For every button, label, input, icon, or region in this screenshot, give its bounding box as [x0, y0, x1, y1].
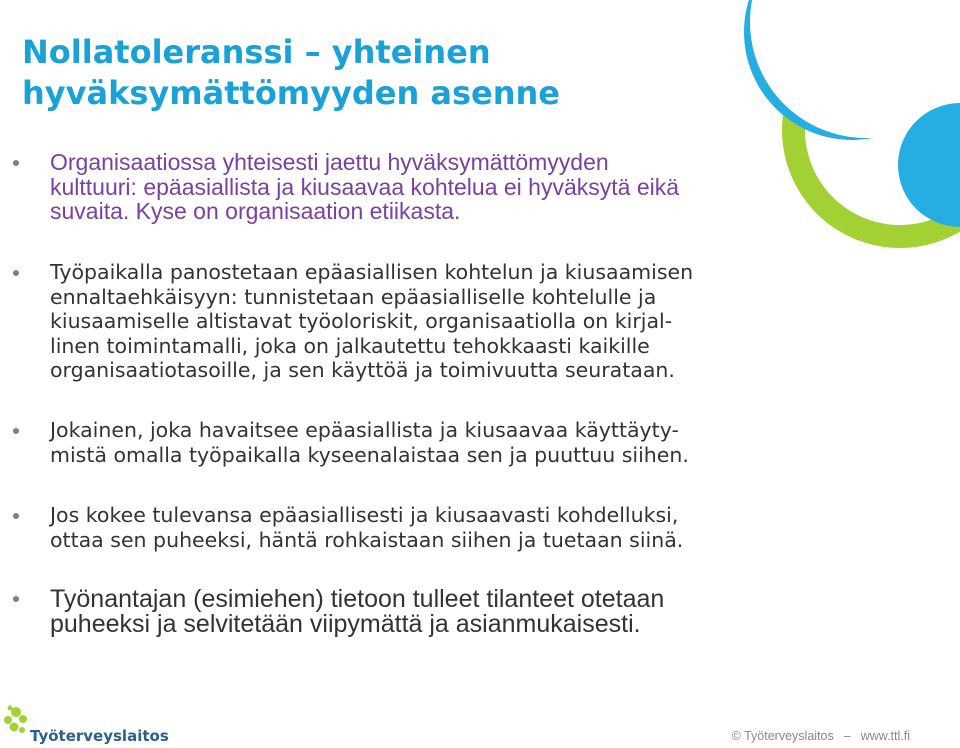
bullet-line: kiusaamiselle altistavat työoloriskit, organisaatiolla on kirjal-: [50, 309, 673, 333]
footer-separator: –: [843, 729, 851, 743]
bullet-line: Jos kokee tulevansa epäasiallisesti ja kiusaavasti kohdelluksi,: [50, 503, 679, 527]
bullet-line: suvaita. Kyse on organisaation etiikasta.: [50, 198, 461, 224]
ttl-logo-text: Työterveyslaitos: [30, 727, 169, 745]
bullet-line: Jokainen, joka havaitsee epäasiallista ja kiusaavaa käyttäyty-: [50, 418, 679, 442]
bullet-line: ottaa sen puheeksi, häntä rohkaistaan siihen ja tuetaan siinä.: [50, 527, 684, 552]
bullet-line: mistä omalla työpaikalla kyseenalaistaa sen ja puuttuu siihen.: [50, 442, 689, 467]
bullet-item: [50, 418, 910, 467]
bullet-item: [50, 150, 910, 224]
bullet-line: Työnantajan (esimiehen) tietoon tulleet tilanteet otetaan: [50, 585, 665, 613]
bullet-line: organisaatiotasoille, ja sen käyttöä ja toimivuutta seurataan.: [50, 358, 675, 382]
title-line: hyväksymättömyyden asenne: [22, 74, 560, 112]
bullet-dot: [13, 270, 19, 276]
title-line: Nollatoleranssi – yhteinen: [22, 33, 491, 71]
bullet-dot: [13, 513, 19, 519]
bullet-item: [50, 260, 910, 383]
bullet-line: Organisaatiossa yhteisesti jaettu hyväksymättömyyden: [50, 149, 609, 175]
bullet-line: ennaltaehkäisyyn: tunnistetaan epäasialliselle kohtelulle ja: [50, 284, 657, 309]
bullet-dot: [13, 160, 19, 166]
bullet-item: [50, 587, 910, 637]
footer: [732, 729, 910, 743]
bullet-line: kulttuuri: epäasiallista ja kiusaavaa kohtelua ei hyväksytä eikä: [50, 173, 680, 200]
footer-copyright: © Työterveyslaitos: [731, 729, 834, 743]
bullet-line: linen toimintamalli, joka on jalkautettu tehokkaasti kaikille: [50, 333, 650, 358]
slide-title: [22, 32, 702, 114]
white-inner-circle: [750, 0, 960, 138]
footer-url-link[interactable]: www.ttl.fi: [860, 729, 910, 743]
bullet-dot: [13, 596, 19, 602]
bullet-line: Työpaikalla panostetaan epäasiallisen kohtelun ja kiusaamisen: [50, 260, 694, 284]
bullet-dot: [13, 428, 19, 434]
blue-circle-top: [744, 0, 960, 140]
bullet-item: [50, 503, 910, 552]
bullet-line: puheeksi ja selvitetään viipymättä ja asianmukaisesti.: [50, 610, 641, 638]
